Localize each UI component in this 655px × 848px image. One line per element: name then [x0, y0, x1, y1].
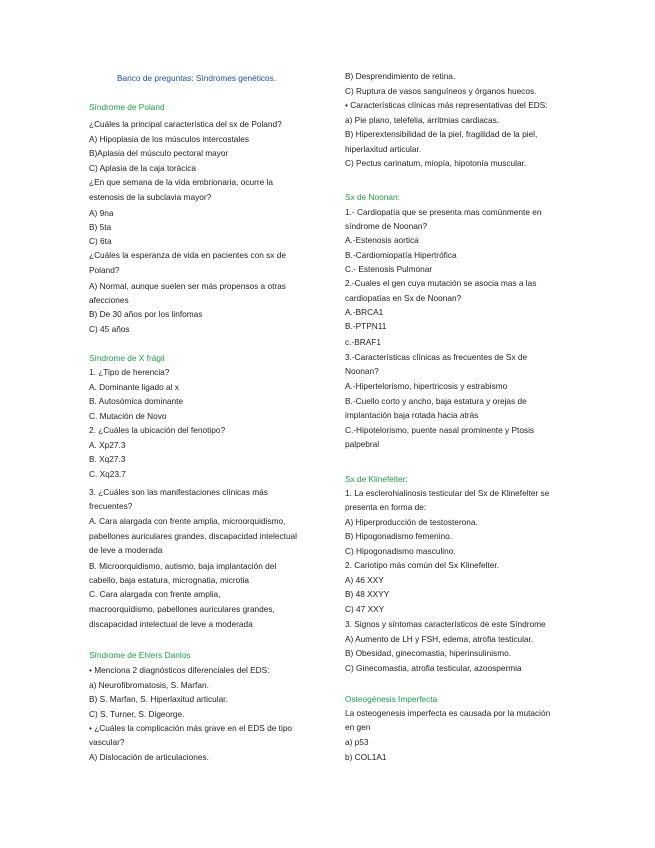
text-line: A.-Hipertelorismo, hipertricosis y estrabismo [345, 381, 508, 391]
text-line: 3. ¿Cuáles son las manifestaciones clínicas más [89, 487, 268, 497]
text-line: 1.- Cardiopatía que se presenta mas comúnmente en [345, 207, 542, 217]
text-line: 2.-Cuales el gen cuya mutación se asocia mas a las [345, 278, 537, 288]
section-heading-sindrome-de-x-fragil: Síndrome de X frágil [89, 353, 165, 363]
text-line: B) Obesidad, ginecomastia, hiperinsulinismo. [345, 648, 512, 658]
text-line: cabello, baja estatura, micrognatia, microtia [89, 575, 250, 585]
text-line: de leve a moderada [89, 545, 163, 555]
text-line: B. Autosómica dominante [89, 396, 184, 406]
text-line: A.-Estenosis aortica [345, 235, 419, 245]
text-line: vascular? [89, 737, 125, 747]
text-line: discapacidad intelectual de leve a moderada [89, 619, 253, 629]
text-line: hiperlaxitud articular. [345, 144, 422, 154]
text-line: C) 45 años [89, 324, 130, 334]
text-line: A) Normal, aunque suelen ser más propensos a otras [89, 281, 286, 291]
text-line: a) p53 [345, 737, 369, 747]
text-line: C) Pectus carinatum, miopía, hipotonía muscular. [345, 158, 527, 168]
text-line: B.-PTPN11 [345, 321, 387, 331]
text-line: Poland? [89, 265, 120, 275]
text-line: A) Hipoplasia de los músculos intercostales [89, 134, 250, 144]
text-line: Noonan? [345, 366, 379, 376]
text-line: B) 48 XXYY [345, 589, 390, 599]
section-heading-sindrome-de-poland: Síndrome de Poland [89, 102, 165, 112]
text-line: ¿En que semana de la vida embrionaria, ocurre la [89, 177, 274, 187]
text-line: B.-Cuello corto y ancho, baja estatura y orejas de [345, 396, 527, 406]
text-line: C) Ginecomastia, atrofia testicular, azoospermia [345, 663, 522, 673]
text-line: palpebral [345, 439, 380, 449]
text-line: C.-Hipotelorismo, puente nasal prominente y Ptosis [345, 425, 535, 435]
text-line: en gen [345, 722, 371, 732]
text-line: C) Hipogonadismo masculino. [345, 546, 456, 556]
section-heading-sindrome-de-ehlers-danlos: Síndrome de Ehlers Danlos [89, 650, 191, 660]
text-line: B) De 30 años por los linfomas [89, 309, 203, 319]
text-line: C. Xq23.7 [89, 469, 126, 479]
text-line: A) Hiperproducción de testosterona. [345, 517, 478, 527]
text-line: A. Cara alargada con frente amplia, microorquidismo, [89, 516, 286, 526]
text-line: a) Neurofibromatosis, S. Marfan. [89, 680, 209, 690]
text-line: C) S. Turner, S. Digeorge. [89, 709, 185, 719]
text-line: C.- Estenosis Pulmonar [345, 264, 433, 274]
text-line: ¿Cuáles la principal característica del sx de Poland? [89, 119, 282, 129]
section-heading-osteogenesis-imperfecta: Osteogénesis Imperfecta [345, 694, 438, 704]
text-line: C. Mutación de Novo [89, 411, 167, 421]
text-line: B) 5ta [89, 222, 112, 232]
text-line: A) Dislocación de articulaciones. [89, 752, 209, 762]
text-line: • ¿Cuáles la complicación más grave en el EDS de tipo [89, 723, 293, 733]
text-line: A) Aumento de LH y FSH, edema, atrofia testicular. [345, 634, 534, 644]
text-line: B) Desprendimiento de retina. [345, 71, 456, 81]
text-line: A) 46 XXY [345, 575, 384, 585]
text-line: 2. ¿Cuáles la ubicación del fenotipo? [89, 425, 226, 435]
text-line: 3.-Características clínicas as frecuentes de Sx de [345, 352, 528, 362]
text-line: 1. La esclerohialinosis testicular del Sx de Klinefelter se [345, 488, 550, 498]
text-line: pabellones auriculares grandes, discapacidad intelectual [89, 531, 298, 541]
text-line: B.-Cardiomiopatía Hipertrófica [345, 250, 457, 260]
text-line: C) 47 XXY [345, 604, 385, 614]
text-line: 2. Cariotipo más común del Sx Klinefelter. [345, 560, 500, 570]
text-line: B) S. Marfan, S. Hiperlaxitud articular. [89, 694, 228, 704]
text-line: B. Xq27.3 [89, 454, 126, 464]
text-line: C) 6ta [89, 236, 112, 246]
section-heading-sx-de-noonan: Sx de Noonan: [345, 192, 400, 202]
page-title: Banco de preguntas: Síndromes genéticos. [117, 73, 277, 83]
text-line: ¿Cuáles la esperanza de vida en pacientes con sx de [89, 250, 286, 260]
text-line: B)Aplasia del músculo pectoral mayor [89, 148, 229, 158]
text-line: B. Microorquidismo, autismo, baja implantación del [89, 561, 277, 571]
text-line: frecuentes? [89, 501, 133, 511]
text-line: 3. Signos y síntomas característicos de este Síndrome [345, 619, 546, 629]
text-line: B) Hiperextensibilidad de la piel, fragilidad de la piel, [345, 129, 538, 139]
text-line: síndrome de Noonan? [345, 221, 428, 231]
text-line: estenosis de la subclavia mayor? [89, 192, 212, 202]
text-line: A) 9na [89, 208, 114, 218]
text-line: A. Dominante ligado al x [89, 382, 179, 392]
text-line: A. Xp27.3 [89, 440, 126, 450]
text-line: 1. ¿Tipo de herencia? [89, 367, 170, 377]
text-line: C. Cara alargada con frente amplia, [89, 589, 221, 599]
text-line: a) Pie plano, telefelia, arritmias cardiacas. [345, 115, 500, 125]
text-line: c.-BRAF1 [345, 337, 381, 347]
text-line: A.-BRCA1 [345, 307, 384, 317]
text-line: presenta en forma de: [345, 502, 427, 512]
text-line: implantación baja rotada hacia atrás [345, 410, 479, 420]
text-line: C) Ruptura de vasos sanguíneos y órganos huecos. [345, 86, 537, 96]
section-heading-sx-de-klinefelter: Sx de Klinefelter: [345, 474, 408, 484]
text-line: macroorquidismo, pabellones auriculares grandes, [89, 604, 275, 614]
text-line: afecciones [89, 295, 129, 305]
text-line: C) Aplasia de la caja torácica [89, 163, 196, 173]
text-line: • Menciona 2 diagnósticos diferenciales del EDS: [89, 665, 270, 675]
text-line: La osteogenesis imperfecta es causada por la mutación [345, 708, 551, 718]
text-line: B) Hipogonadismo femenino. [345, 531, 452, 541]
text-line: • Características clínicas más representativas del EDS: [345, 100, 548, 110]
text-line: b) COL1A1 [345, 752, 387, 762]
text-line: cardiopatías en Sx de Noonan? [345, 293, 462, 303]
